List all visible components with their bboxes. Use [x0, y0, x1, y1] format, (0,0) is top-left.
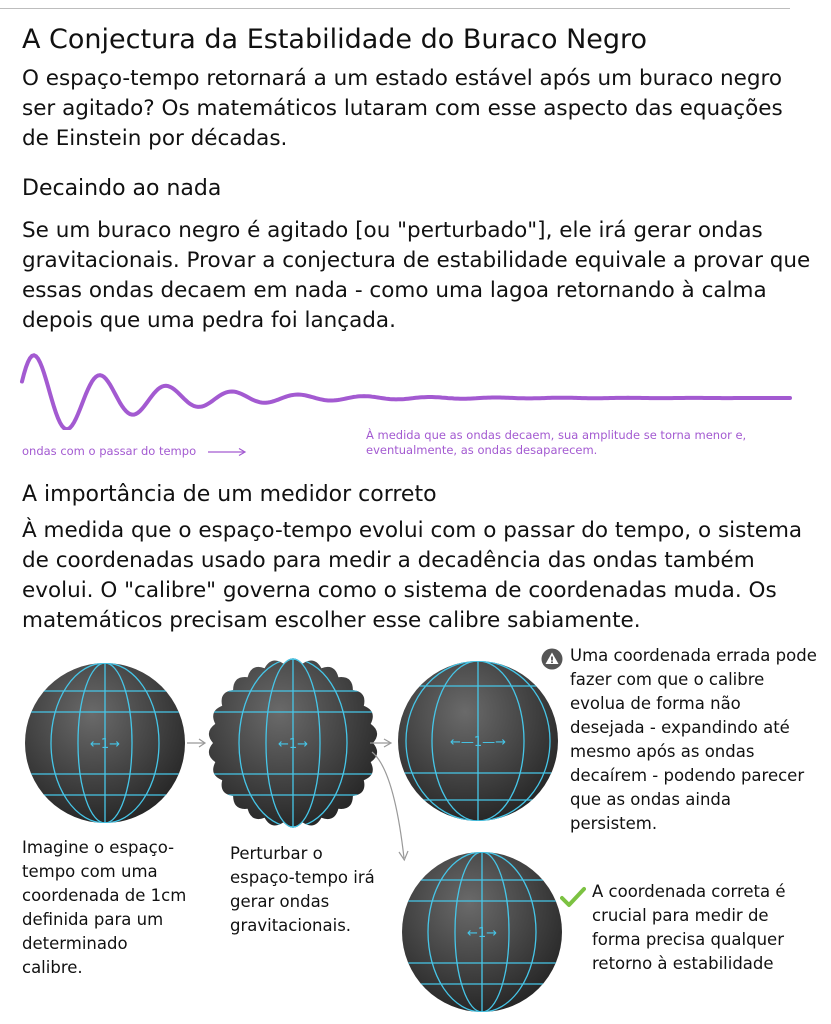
unit-label: ←1→ — [89, 737, 121, 752]
caption-initial: Imagine o espaço-tempo com uma coordenada de 1cm definida para um determinado calibre. — [22, 838, 187, 977]
intro-paragraph: O espaço-tempo retornará a um estado estável após um buraco negro ser agitado? Os matemáticos lutaram com esse aspecto das equações de Einstein por décadas. — [22, 66, 783, 151]
decaying-wave — [0, 340, 831, 430]
sphere-wrong-gauge — [394, 655, 562, 827]
wave-caption-left — [22, 444, 248, 459]
arrow-right-icon — [208, 447, 248, 457]
check-icon — [560, 886, 586, 908]
wave-line — [22, 355, 790, 429]
caption-correct-gauge: A coordenada correta é crucial para medir de forma precisa qualquer retorno à estabilidade — [592, 882, 786, 973]
section-heading-gauge: A importância de um medidor correto — [22, 482, 437, 507]
unit-label: ←—1—→ — [449, 735, 507, 750]
caption-wrong-gauge: Uma coordenada errada pode fazer com que o calibre evolua de forma não desejada - expandindo até mesmo após as ondas decaírem - podendo parecer que as ondas ainda persistem. — [570, 646, 817, 833]
wave-caption-left-text: ondas com o passar do tempo — [22, 444, 197, 458]
top-rule — [0, 8, 790, 9]
warning-icon — [540, 648, 564, 670]
unit-label: ←1→ — [277, 737, 309, 752]
section-heading-decay: Decaindo ao nada — [22, 176, 222, 201]
caption-perturbed: Perturbar o espaço-tempo irá gerar ondas gravitacionais. — [230, 844, 375, 935]
sphere-initial — [20, 658, 190, 828]
sphere-correct-gauge — [398, 848, 566, 1016]
arrow-right-icon — [370, 739, 391, 747]
unit-label: ←1→ — [466, 926, 498, 941]
section-body-decay: Se um buraco negro é agitado [ou "perturbado"], ele irá gerar ondas gravitacionais. Provar a conjectura de estabilidade equivale a provar que essas ondas decaem em nada - como uma lagoa retornando à calma depois que uma pedra foi lançada. — [22, 218, 811, 333]
page-title: A Conjectura da Estabilidade do Buraco Negro — [22, 24, 648, 55]
wave-caption-right: À medida que as ondas decaem, sua amplitude se torna menor e, eventualmente, as ondas desaparecem. — [366, 428, 747, 457]
sphere-perturbed — [204, 654, 382, 832]
section-body-gauge: À medida que o espaço-tempo evolui com o passar do tempo, o sistema de coordenadas usado para medir a decadência das ondas também evolui. O "calibre" governa como o sistema de coordenadas muda. Os matemáticos precisam escolher esse calibre sabiamente. — [22, 518, 803, 633]
